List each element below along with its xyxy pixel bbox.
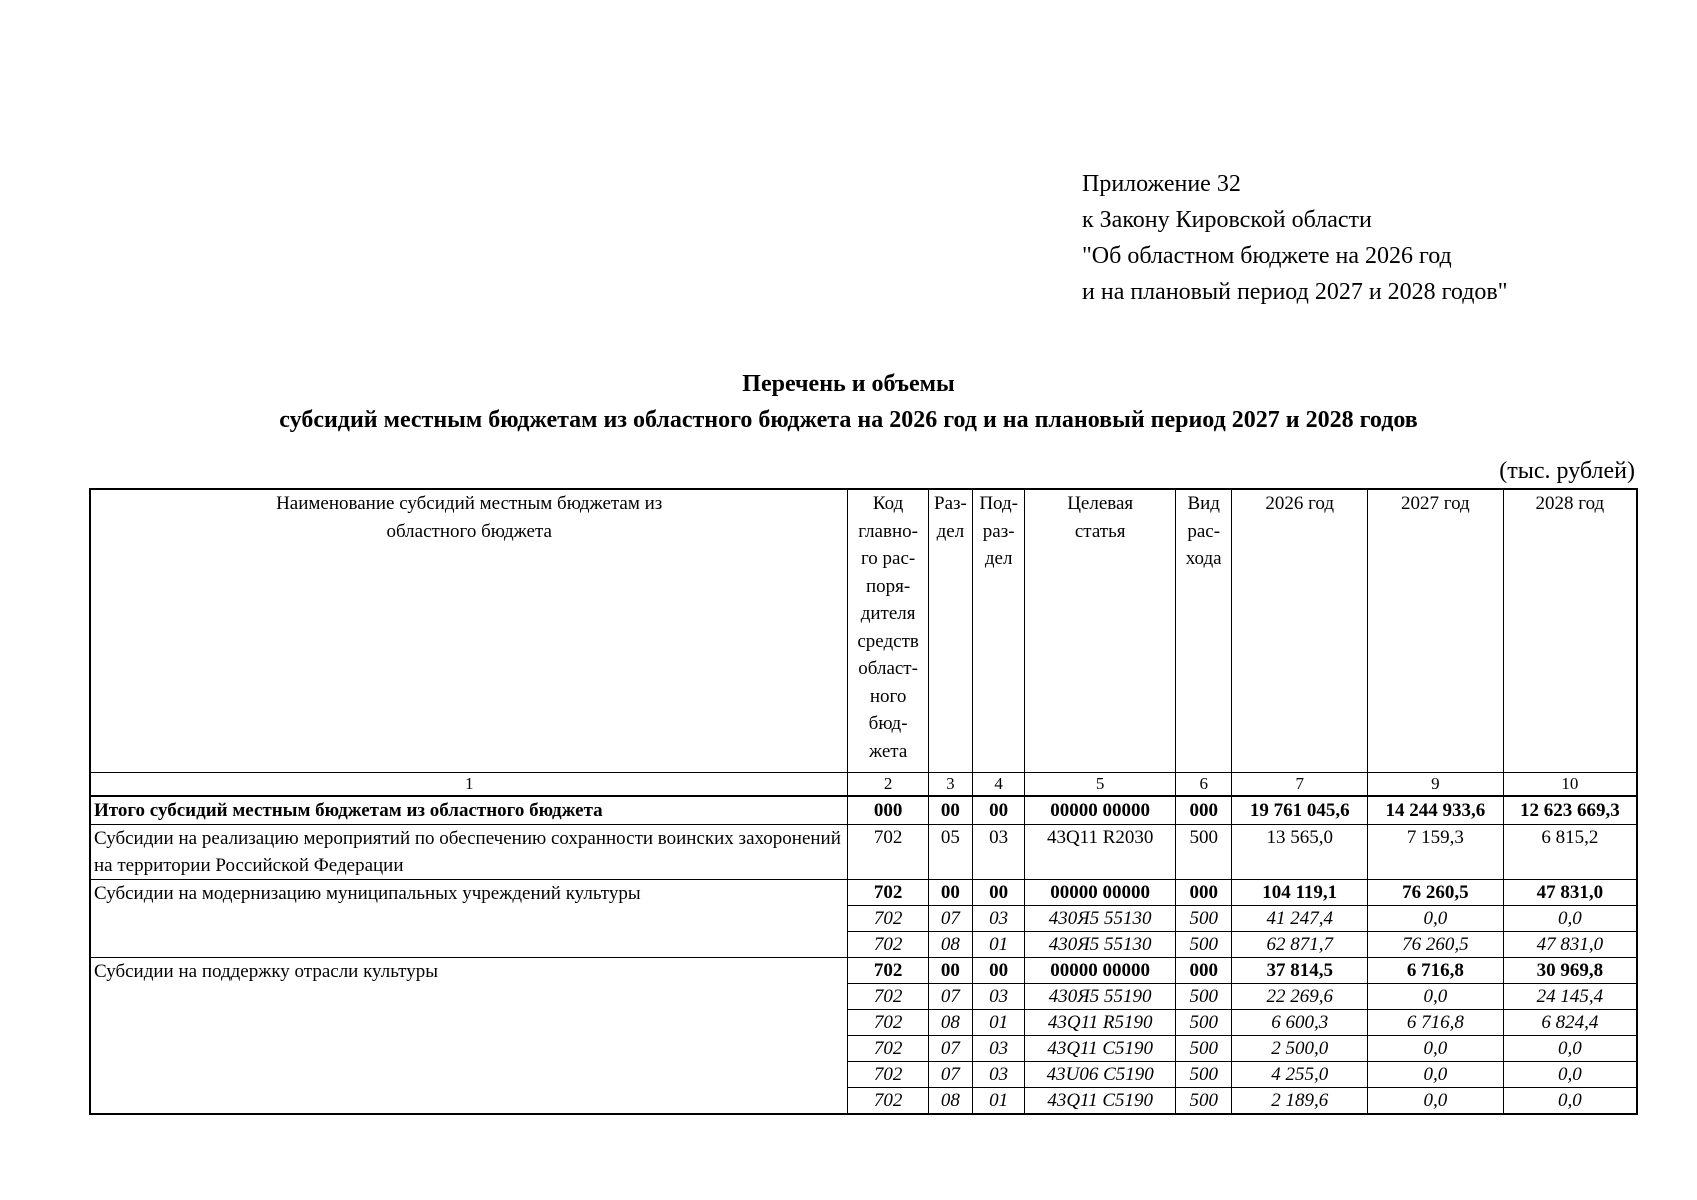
header-2026: 2026 год (1232, 489, 1368, 773)
cell-2027: 6 716,8 (1368, 1010, 1504, 1036)
cell-kind: 000 (1176, 880, 1232, 906)
row-name: Субсидии на поддержку отрасли культуры (90, 958, 848, 1115)
cell-2027: 0,0 (1368, 1062, 1504, 1088)
cell-2028: 0,0 (1503, 906, 1637, 932)
header-row (90, 489, 1637, 773)
cell-section: 00 (928, 880, 972, 906)
cell-2026: 6 600,3 (1232, 1010, 1368, 1036)
cell-target: 43Q11 C5190 (1025, 1036, 1176, 1062)
appendix-line: и на плановый период 2027 и 2028 годов" (1082, 279, 1508, 305)
cell-kind: 500 (1176, 984, 1232, 1010)
cell-2026: 2 189,6 (1232, 1088, 1368, 1115)
cell-section: 05 (928, 825, 972, 880)
cell-2026: 104 119,1 (1232, 880, 1368, 906)
col-number: 4 (973, 773, 1025, 797)
col-number: 1 (90, 773, 848, 797)
cell-code: 702 (848, 880, 928, 906)
cell-section: 07 (928, 1062, 972, 1088)
col-number: 3 (928, 773, 972, 797)
cell-subsection: 01 (973, 1010, 1025, 1036)
cell-2026: 2 500,0 (1232, 1036, 1368, 1062)
cell-2028: 30 969,8 (1503, 958, 1637, 984)
cell-kind: 000 (1176, 796, 1232, 825)
cell-subsection: 00 (973, 796, 1025, 825)
cell-section: 08 (928, 932, 972, 958)
document-title (0, 366, 1697, 438)
col-number: 9 (1368, 773, 1504, 797)
cell-subsection: 00 (973, 958, 1025, 984)
cell-target: 00000 00000 (1025, 796, 1176, 825)
col-number: 5 (1025, 773, 1176, 797)
cell-kind: 500 (1176, 1088, 1232, 1115)
header-2028: 2028 год (1503, 489, 1637, 773)
cell-2028: 0,0 (1503, 1088, 1637, 1115)
cell-kind: 500 (1176, 1010, 1232, 1036)
row-name: Итого субсидий местным бюджетам из областного бюджета (90, 796, 848, 825)
header-section: Раз-дел (928, 489, 972, 773)
cell-2027: 6 716,8 (1368, 958, 1504, 984)
col-number: 7 (1232, 773, 1368, 797)
cell-subsection: 03 (973, 906, 1025, 932)
cell-2027: 0,0 (1368, 984, 1504, 1010)
cell-subsection: 00 (973, 880, 1025, 906)
cell-kind: 500 (1176, 825, 1232, 880)
cell-2026: 13 565,0 (1232, 825, 1368, 880)
appendix-line: к Закону Кировской области (1082, 207, 1372, 233)
cell-2027: 76 260,5 (1368, 932, 1504, 958)
cell-2028: 12 623 669,3 (1503, 796, 1637, 825)
col-number: 2 (848, 773, 928, 797)
cell-2026: 41 247,4 (1232, 906, 1368, 932)
subsidies-table (89, 488, 1638, 1115)
cell-target: 00000 00000 (1025, 880, 1176, 906)
cell-section: 07 (928, 984, 972, 1010)
cell-2026: 22 269,6 (1232, 984, 1368, 1010)
cell-section: 00 (928, 796, 972, 825)
cell-2027: 14 244 933,6 (1368, 796, 1504, 825)
cell-subsection: 01 (973, 932, 1025, 958)
cell-code: 702 (848, 1062, 928, 1088)
cell-subsection: 03 (973, 984, 1025, 1010)
cell-target: 43Q11 R2030 (1025, 825, 1176, 880)
cell-code: 702 (848, 1036, 928, 1062)
row-name: Субсидии на реализацию мероприятий по обеспечению сохранности воинских захоронений на территории Российской Федерации (90, 825, 848, 880)
cell-section: 07 (928, 1036, 972, 1062)
cell-kind: 500 (1176, 932, 1232, 958)
cell-2028: 47 831,0 (1503, 932, 1637, 958)
cell-subsection: 01 (973, 1088, 1025, 1115)
cell-subsection: 03 (973, 1062, 1025, 1088)
cell-code: 702 (848, 958, 928, 984)
table-row (90, 825, 1637, 880)
header-name: Наименование субсидий местным бюджетам из областного бюджета (90, 489, 848, 773)
cell-2027: 0,0 (1368, 1036, 1504, 1062)
cell-2028: 0,0 (1503, 1062, 1637, 1088)
cell-2027: 7 159,3 (1368, 825, 1504, 880)
cell-target: 00000 00000 (1025, 958, 1176, 984)
cell-code: 702 (848, 1010, 928, 1036)
cell-2027: 0,0 (1368, 1088, 1504, 1115)
cell-target: 430Я5 55130 (1025, 932, 1176, 958)
cell-code: 702 (848, 1088, 928, 1115)
cell-kind: 000 (1176, 958, 1232, 984)
column-number-row (90, 773, 1637, 797)
cell-target: 43Q11 R5190 (1025, 1010, 1176, 1036)
cell-subsection: 03 (973, 825, 1025, 880)
cell-section: 08 (928, 1010, 972, 1036)
header-2027: 2027 год (1368, 489, 1504, 773)
cell-2028: 6 815,2 (1503, 825, 1637, 880)
cell-code: 702 (848, 984, 928, 1010)
cell-target: 430Я5 55190 (1025, 984, 1176, 1010)
cell-code: 702 (848, 825, 928, 880)
row-name: Субсидии на модернизацию муниципальных учреждений культуры (90, 880, 848, 958)
title-line-2: субсидий местным бюджетам из областного бюджета на 2026 год и на плановый период 2027 и 2028 годов (279, 407, 1418, 433)
cell-2028: 24 145,4 (1503, 984, 1637, 1010)
cell-code: 000 (848, 796, 928, 825)
col-number: 6 (1176, 773, 1232, 797)
cell-2026: 37 814,5 (1232, 958, 1368, 984)
cell-2027: 76 260,5 (1368, 880, 1504, 906)
cell-2026: 4 255,0 (1232, 1062, 1368, 1088)
header-kind: Вид рас-хода (1176, 489, 1232, 773)
cell-code: 702 (848, 906, 928, 932)
appendix-line: Приложение 32 (1082, 171, 1241, 197)
table-row-group-summary (90, 958, 1637, 984)
cell-2028: 0,0 (1503, 1036, 1637, 1062)
cell-subsection: 03 (973, 1036, 1025, 1062)
units-label: (тыс. рублей) (1499, 458, 1635, 484)
appendix-note (1082, 166, 1508, 310)
cell-2028: 47 831,0 (1503, 880, 1637, 906)
col-number: 10 (1503, 773, 1637, 797)
cell-2026: 19 761 045,6 (1232, 796, 1368, 825)
cell-target: 43U06 C5190 (1025, 1062, 1176, 1088)
appendix-line: "Об областном бюджете на 2026 год (1082, 243, 1452, 269)
header-subsection: Под-раз-дел (973, 489, 1025, 773)
header-target: Целевая статья (1025, 489, 1176, 773)
cell-section: 07 (928, 906, 972, 932)
cell-section: 00 (928, 958, 972, 984)
table-row-total (90, 796, 1637, 825)
cell-kind: 500 (1176, 906, 1232, 932)
cell-code: 702 (848, 932, 928, 958)
cell-2028: 6 824,4 (1503, 1010, 1637, 1036)
cell-target: 43Q11 C5190 (1025, 1088, 1176, 1115)
table-row-group-summary (90, 880, 1637, 906)
cell-kind: 500 (1176, 1036, 1232, 1062)
cell-2026: 62 871,7 (1232, 932, 1368, 958)
cell-2027: 0,0 (1368, 906, 1504, 932)
cell-target: 430Я5 55130 (1025, 906, 1176, 932)
cell-section: 08 (928, 1088, 972, 1115)
header-code: Код главно-го рас-поря-дителя средств област-ного бюд-жета (848, 489, 928, 773)
cell-kind: 500 (1176, 1062, 1232, 1088)
title-line-1: Перечень и объемы (742, 371, 955, 397)
